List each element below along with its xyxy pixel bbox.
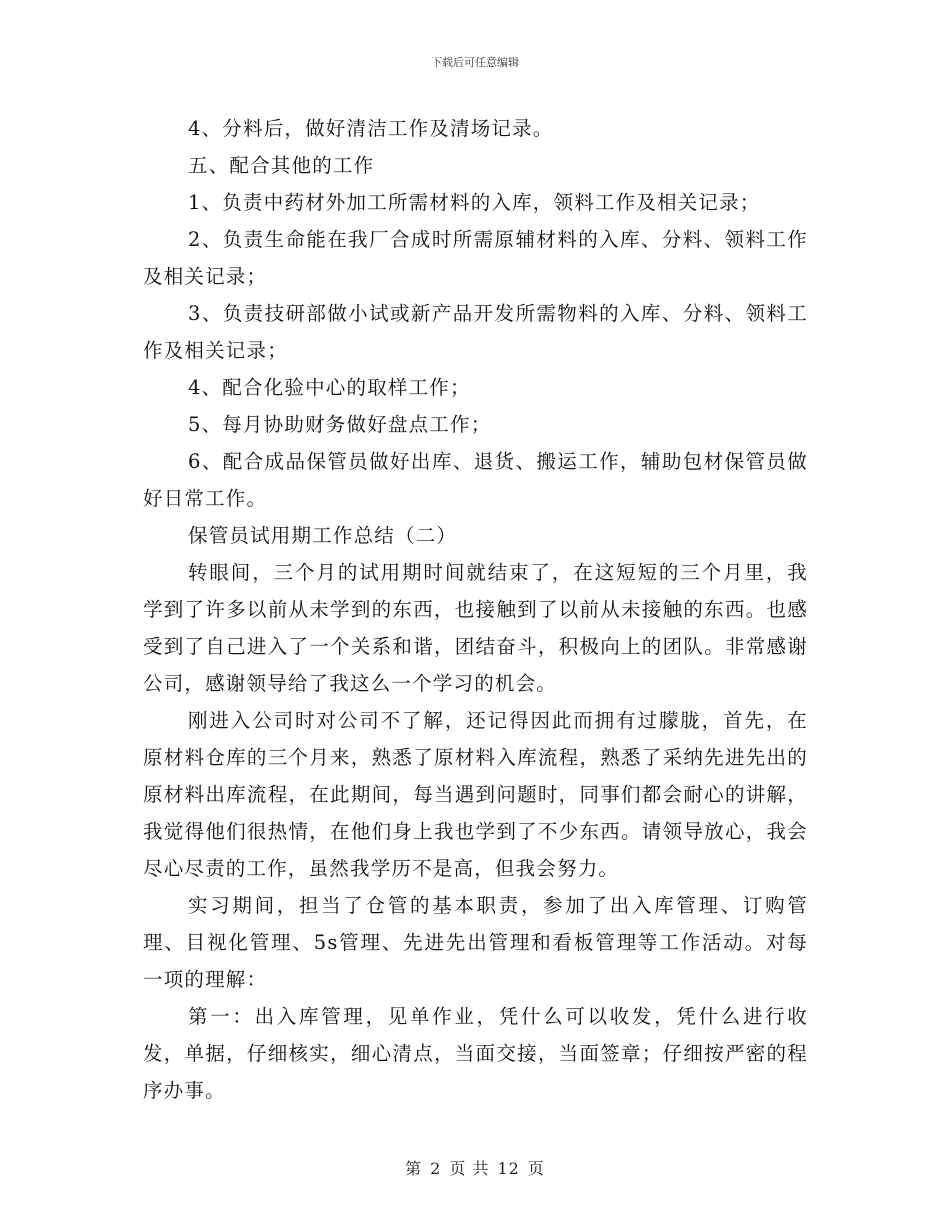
paragraph: 6、配合成品保管员做好出库、退货、搬运工作，辅助包材保管员做好日常工作。 [143,450,808,510]
section-heading: 五、配合其他的工作 [188,154,375,177]
paragraph: 2、负责生命能在我厂合成时所需原辅材料的入库、分料、领料工作及相关记录； [143,228,808,288]
paragraph: 4、配合化验中心的取样工作； [188,376,471,399]
footer-middle: 页 共 [449,1159,490,1178]
paragraph: 实习期间，担当了仓管的基本职责，参加了出入库管理、订购管理、目视化管理、5s管理、先进先出管理和看板管理等工作活动。对每一项的理解： [143,894,808,991]
page-header: 下载后可任意编辑 [431,56,519,69]
paragraph: 5、每月协助财务做好盘点工作； [188,413,492,436]
footer-total-pages: 12 [497,1159,520,1178]
paragraph: 第一：出入库管理，见单作业，凭什么可以收发，凭什么进行收发，单据，仔细核实，细心清点，当面交接，当面签章；仔细按严密的程序办事。 [143,1005,808,1102]
paragraph: 刚进入公司时对公司不了解，还记得因此而拥有过朦胧，首先，在原材料仓库的三个月来，熟悉了原材料入库流程，熟悉了采纳先进先出的原材料出库流程，在此期间，每当遇到问题时，同事们都会耐心的讲解，我觉得他们很热情，在他们身上我也学到了不少东西。请领导放心，我会尽心尽责的工作，虽然我学历不是高，但我会努力。 [143,709,808,880]
paragraph: 1、负责中药材外加工所需材料的入库，领料工作及相关记录； [188,191,761,214]
footer-prefix: 第 [405,1159,423,1178]
page-footer [0,1156,950,1179]
paragraph: 3、负责技研部做小试或新产品开发所需物料的入库、分料、领料工作及相关记录； [143,302,808,362]
paragraph: 4、分料后，做好清洁工作及清场记录。 [188,117,554,140]
footer-suffix: 页 [527,1159,545,1178]
section-title: 保管员试用期工作总结（二） [188,524,458,547]
paragraph: 转眼间，三个月的试用期时间就结束了，在这短短的三个月里，我学到了许多以前从未学到的东西，也接触到了以前从未接触的东西。也感受到了自己进入了一个关系和谐，团结奋斗，积极向上的团队。非常感谢公司，感谢领导给了我这么一个学习的机会。 [143,561,808,695]
footer-page-number: 2 [430,1159,442,1178]
document-body [143,110,808,1109]
